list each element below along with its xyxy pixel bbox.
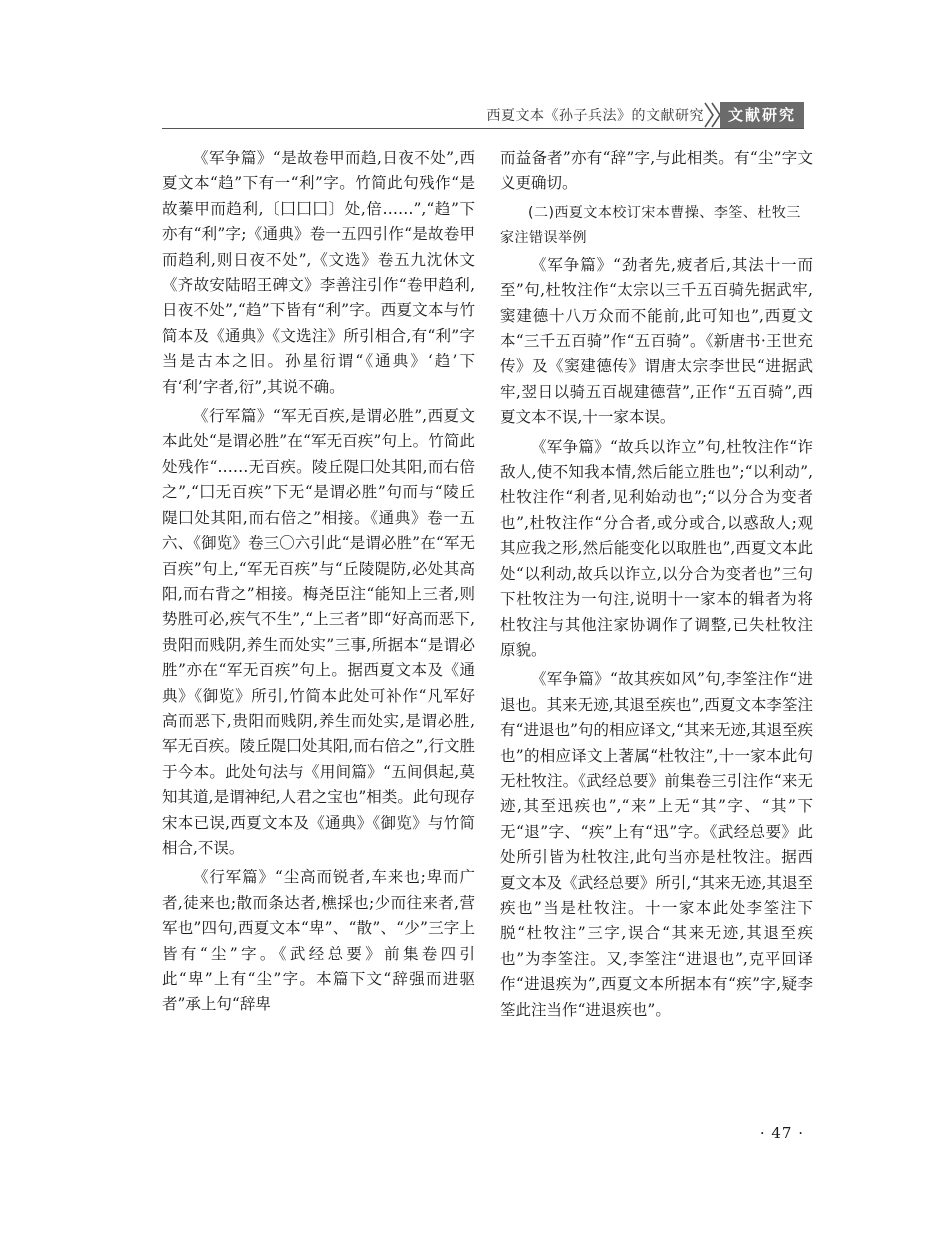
paragraph: 《军争篇》“是故卷甲而趋,日夜不处”,西夏文本“趋”下有一“利”字。竹简此句残作“是故蓁甲而趋利,〔囗囗囗〕处,倍……”,“趋”下亦有“利”字;《通典》卷一五四引作“是故卷甲而趋利,则日夜不处”,《文选》卷五九沈休文《齐故安陆昭王碑文》李善注引作“卷甲趋利,日夜不处”,“趋”下皆有“利”字。西夏文本与竹简本及《通典》《文选注》所引相合,有“利”字当是古本之旧。孙星衍谓“《通典》‘趋’下有‘利’字者,衍”,其说不确。 (162, 149, 475, 396)
left-column (162, 146, 475, 1018)
header-divider (162, 128, 804, 129)
section-badge: 文献研究 (720, 102, 804, 128)
running-header (162, 102, 804, 128)
section-subheading: (二)西夏文本校订宋本曹操、李筌、杜牧三家注错误举例 (500, 204, 801, 246)
page-number: · 47 · (759, 1124, 804, 1142)
right-column (500, 146, 813, 1023)
header-title: 西夏文本《孙子兵法》的文献研究 (486, 108, 704, 124)
paragraph-continuation: 而益备者”亦有“辞”字,与此相类。有“尘”字文义更确切。 (500, 149, 813, 193)
paragraph: 《军争篇》“劲者先,疲者后,其法十一而至”句,杜牧注作“太宗以三千五百骑先据武牢,窦建德十八万众而不能前,此可知也”,西夏文本“三千五百骑”作“五百骑”。《新唐书·王世充传》及《窦建德传》谓唐太宗李世民“进据武牢,翌日以骑五百觇建德营”,正作“五百骑”,西夏文本不误,十一家本误。 (500, 255, 813, 427)
paragraph: 《行军篇》“军无百疾,是谓必胜”,西夏文本此处“是谓必胜”在“军无百疾”句上。竹简此处残作“……无百疾。陵丘隄囗处其阳,而右倍之”,“囗无百疾”下无“是谓必胜”句而与“陵丘隄囗处其阳,而右倍之”相接。《通典》卷一五六、《御览》卷三〇六引此“是谓必胜”在“军无百疾”句上,“军无百疾”与“丘陵隄防,必处其高阳,而右背之”相接。梅尧臣注“能知上三者,则势胜可必,疾气不生”,“上三者”即“好高而恶下,贵阳而贱阴,养生而处实”三事,所据本“是谓必胜”亦在“军无百疾”句上。据西夏文本及《通典》《御览》所引,竹简本此处可补作“凡军好高而恶下,贵阳而贱阴,养生而处实,是谓必胜,军无百疾。陵丘隄囗处其阳,而右倍之”,行文胜于今本。此处句法与《用间篇》“五间俱起,莫知其道,是谓神纪,人君之宝也”相类。此句现存宋本已误,西夏文本及《通典》《御览》与竹简相合,不误。 (162, 407, 475, 857)
paragraph: 《军争篇》“故兵以诈立”句,杜牧注作“诈敌人,使不知我本情,然后能立胜也”;“以利动”,杜牧注作“利者,见利始动也”;“以分合为变者也”,杜牧注作“分合者,或分或合,以惑敌人;观其应我之形,然后能变化以取胜也”,西夏文本此处“以利动,故兵以诈立,以分合为变者也”三句下杜牧注为一句注,说明十一家本的辑者为将杜牧注与其他注家协调作了调整,已失杜牧注原貌。 (500, 437, 813, 659)
paragraph: 《行军篇》“尘高而锐者,车来也;卑而广者,徒来也;散而条达者,樵採也;少而往来者,营军也”四句,西夏文本“卑”、“散”、“少”三字上皆有“尘”字。《武经总要》前集卷四引此“卑”上有“尘”字。本篇下文“辞强而进驱者”承上句“辞卑 (162, 868, 475, 1014)
paragraph: 《军争篇》“故其疾如风”句,李筌注作“进退也。其来无迹,其退至疾也”,西夏文本李筌注有“进退也”句的相应译文,“其来无迹,其退至疾也”的相应译文上著属“杜牧注”,十一家本此句无杜牧注。《武经总要》前集卷三引注作“来无迹,其至迅疾也”,“来”上无“其”字、“其”下无“退”字、“疾”上有“迅”字。《武经总要》此处所引皆为杜牧注,此句当亦是杜牧注。据西夏文本及《武经总要》所引,“其来无迹,其退至疾也”当是杜牧注。十一家本此处李筌注下脱“杜牧注”三字,误合“其来无迹,其退至疾也”为李筌注。又,李筌注“进退也”,克平回译作“进退疾为”,西夏文本所据本有“疾”字,疑李筌此注当作“进退疾也”。 (500, 670, 813, 1019)
